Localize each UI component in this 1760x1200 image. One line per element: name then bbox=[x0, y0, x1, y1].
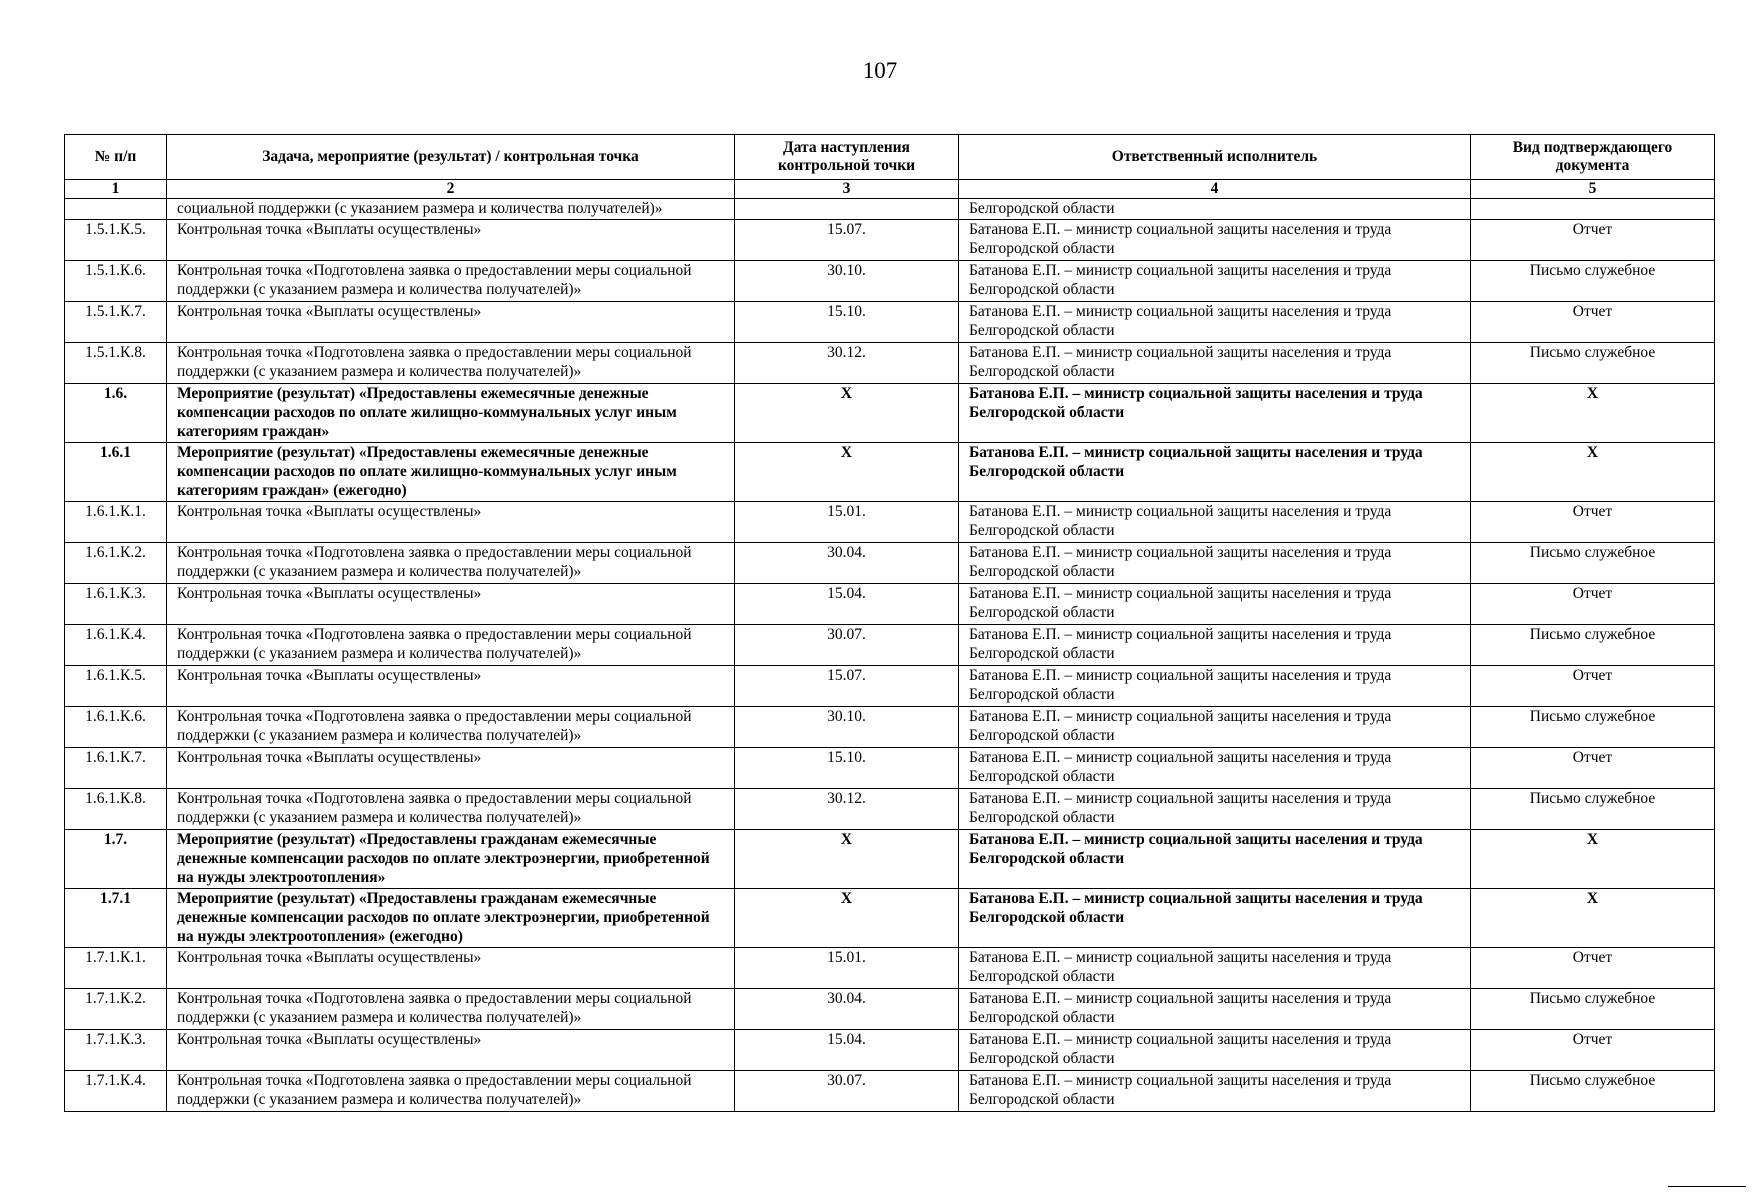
table-row bbox=[65, 830, 1715, 889]
row-executor: Батанова Е.П. – министр социальной защиты населения и труда Белгородской области bbox=[959, 220, 1471, 261]
table-row bbox=[65, 789, 1715, 830]
row-date: 30.04. bbox=[735, 543, 959, 584]
table-row bbox=[65, 584, 1715, 625]
header-task: Задача, мероприятие (результат) / контрольная точка bbox=[167, 135, 735, 180]
header-document: Вид подтверждающего документа bbox=[1471, 135, 1715, 180]
row-number: 1.5.1.К.6. bbox=[65, 261, 167, 302]
row-task: Контрольная точка «Подготовлена заявка о предоставлении меры социальной поддержки (с указанием размера и количества получателей)» bbox=[167, 543, 735, 584]
row-date: 15.10. bbox=[735, 748, 959, 789]
row-executor: Батанова Е.П. – министр социальной защиты населения и труда Белгородской области bbox=[959, 666, 1471, 707]
column-number: 4 bbox=[959, 180, 1471, 199]
row-number: 1.6.1 bbox=[65, 443, 167, 502]
table-row bbox=[65, 707, 1715, 748]
row-number: 1.5.1.К.7. bbox=[65, 302, 167, 343]
row-task: Контрольная точка «Подготовлена заявка о предоставлении меры социальной поддержки (с указанием размера и количества получателей)» bbox=[167, 707, 735, 748]
row-executor: Батанова Е.П. – министр социальной защиты населения и труда Белгородской области bbox=[959, 948, 1471, 989]
row-executor: Батанова Е.П. – министр социальной защиты населения и труда Белгородской области bbox=[959, 789, 1471, 830]
row-document: Отчет bbox=[1471, 1030, 1715, 1071]
row-document: Отчет bbox=[1471, 948, 1715, 989]
table-row bbox=[65, 889, 1715, 948]
page-number: 107 bbox=[862, 58, 898, 83]
row-task: Мероприятие (результат) «Предоставлены ежемесячные денежные компенсации расходов по оплате жилищно-коммунальных услуг иным категориям граждан» (ежегодно) bbox=[167, 443, 735, 502]
table-row bbox=[65, 989, 1715, 1030]
row-number: 1.6.1.К.7. bbox=[65, 748, 167, 789]
row-number: 1.6.1.К.3. bbox=[65, 584, 167, 625]
table-row bbox=[65, 220, 1715, 261]
row-task: Контрольная точка «Подготовлена заявка о предоставлении меры социальной поддержки (с указанием размера и количества получателей)» bbox=[167, 989, 735, 1030]
row-date: 15.01. bbox=[735, 502, 959, 543]
row-date: 15.04. bbox=[735, 1030, 959, 1071]
row-task: Мероприятие (результат) «Предоставлены гражданам ежемесячные денежные компенсации расходов по оплате электроэнергии, приобретенной на нужды электроотопления» bbox=[167, 830, 735, 889]
table-row bbox=[65, 384, 1715, 443]
row-executor: Батанова Е.П. – министр социальной защиты населения и труда Белгородской области bbox=[959, 1071, 1471, 1112]
row-executor: Батанова Е.П. – министр социальной защиты населения и труда Белгородской области bbox=[959, 543, 1471, 584]
row-number: 1.5.1.К.8. bbox=[65, 343, 167, 384]
row-document bbox=[1471, 199, 1715, 220]
row-document: Отчет bbox=[1471, 666, 1715, 707]
row-task: Контрольная точка «Выплаты осуществлены» bbox=[167, 584, 735, 625]
row-task: Контрольная точка «Подготовлена заявка о предоставлении меры социальной поддержки (с указанием размера и количества получателей)» bbox=[167, 343, 735, 384]
row-executor: Батанова Е.П. – министр социальной защиты населения и труда Белгородской области bbox=[959, 830, 1471, 889]
row-executor: Батанова Е.П. – министр социальной защиты населения и труда Белгородской области bbox=[959, 989, 1471, 1030]
row-date: 15.10. bbox=[735, 302, 959, 343]
column-number: 5 bbox=[1471, 180, 1715, 199]
row-date bbox=[735, 199, 959, 220]
row-document: Письмо служебное bbox=[1471, 707, 1715, 748]
row-number: 1.7.1 bbox=[65, 889, 167, 948]
table-row bbox=[65, 543, 1715, 584]
header-row bbox=[65, 135, 1715, 180]
row-date: X bbox=[735, 830, 959, 889]
row-document: Отчет bbox=[1471, 748, 1715, 789]
row-date: 30.07. bbox=[735, 1071, 959, 1112]
row-task: Мероприятие (результат) «Предоставлены гражданам ежемесячные денежные компенсации расходов по оплате электроэнергии, приобретенной на нужды электроотопления» (ежегодно) bbox=[167, 889, 735, 948]
row-date: 15.07. bbox=[735, 220, 959, 261]
row-executor: Батанова Е.П. – министр социальной защиты населения и труда Белгородской области bbox=[959, 384, 1471, 443]
row-executor: Батанова Е.П. – министр социальной защиты населения и труда Белгородской области bbox=[959, 748, 1471, 789]
row-task: Контрольная точка «Выплаты осуществлены» bbox=[167, 502, 735, 543]
row-document: Письмо служебное bbox=[1471, 789, 1715, 830]
row-date: 30.07. bbox=[735, 625, 959, 666]
row-document: Отчет bbox=[1471, 502, 1715, 543]
row-document: Письмо служебное bbox=[1471, 261, 1715, 302]
row-task: Контрольная точка «Подготовлена заявка о предоставлении меры социальной поддержки (с указанием размера и количества получателей)» bbox=[167, 625, 735, 666]
row-task: Контрольная точка «Выплаты осуществлены» bbox=[167, 948, 735, 989]
row-executor: Батанова Е.П. – министр социальной защиты населения и труда Белгородской области bbox=[959, 343, 1471, 384]
table-row bbox=[65, 343, 1715, 384]
table-row bbox=[65, 443, 1715, 502]
row-document: Письмо служебное bbox=[1471, 543, 1715, 584]
row-date: 15.01. bbox=[735, 948, 959, 989]
header-executor: Ответственный исполнитель bbox=[959, 135, 1471, 180]
row-date: 30.12. bbox=[735, 789, 959, 830]
column-number: 1 bbox=[65, 180, 167, 199]
table-header bbox=[65, 135, 1715, 199]
row-executor: Батанова Е.П. – министр социальной защиты населения и труда Белгородской области bbox=[959, 707, 1471, 748]
row-number: 1.5.1.К.5. bbox=[65, 220, 167, 261]
table-row bbox=[65, 302, 1715, 343]
row-date: 30.12. bbox=[735, 343, 959, 384]
table-row bbox=[65, 1071, 1715, 1112]
row-date: 30.04. bbox=[735, 989, 959, 1030]
row-task: Контрольная точка «Выплаты осуществлены» bbox=[167, 1030, 735, 1071]
row-task: Мероприятие (результат) «Предоставлены ежемесячные денежные компенсации расходов по оплате жилищно-коммунальных услуг иным категориям граждан» bbox=[167, 384, 735, 443]
row-executor: Батанова Е.П. – министр социальной защиты населения и труда Белгородской области bbox=[959, 443, 1471, 502]
row-number: 1.7.1.К.3. bbox=[65, 1030, 167, 1071]
table-row bbox=[65, 748, 1715, 789]
row-executor: Батанова Е.П. – министр социальной защиты населения и труда Белгородской области bbox=[959, 502, 1471, 543]
row-task: Контрольная точка «Выплаты осуществлены» bbox=[167, 748, 735, 789]
header-num: № п/п bbox=[65, 135, 167, 180]
table-row bbox=[65, 261, 1715, 302]
row-number: 1.6. bbox=[65, 384, 167, 443]
row-number: 1.6.1.К.1. bbox=[65, 502, 167, 543]
row-number: 1.6.1.К.6. bbox=[65, 707, 167, 748]
column-number: 2 bbox=[167, 180, 735, 199]
row-document: X bbox=[1471, 443, 1715, 502]
row-document: X bbox=[1471, 830, 1715, 889]
row-task: Контрольная точка «Подготовлена заявка о предоставлении меры социальной поддержки (с указанием размера и количества получателей)» bbox=[167, 1071, 735, 1112]
column-number: 3 bbox=[735, 180, 959, 199]
row-date: 30.10. bbox=[735, 261, 959, 302]
table-row bbox=[65, 502, 1715, 543]
row-number: 1.7.1.К.1. bbox=[65, 948, 167, 989]
row-document: X bbox=[1471, 384, 1715, 443]
control-points-table bbox=[64, 134, 1715, 1112]
row-executor: Белгородской области bbox=[959, 199, 1471, 220]
header-date: Дата наступления контрольной точки bbox=[735, 135, 959, 180]
row-task: Контрольная точка «Выплаты осуществлены» bbox=[167, 302, 735, 343]
row-executor: Батанова Е.П. – министр социальной защиты населения и труда Белгородской области bbox=[959, 584, 1471, 625]
row-document: Письмо служебное bbox=[1471, 989, 1715, 1030]
row-number bbox=[65, 199, 167, 220]
table-row bbox=[65, 948, 1715, 989]
row-task: Контрольная точка «Подготовлена заявка о предоставлении меры социальной поддержки (с указанием размера и количества получателей)» bbox=[167, 261, 735, 302]
row-document: Отчет bbox=[1471, 220, 1715, 261]
row-number: 1.7. bbox=[65, 830, 167, 889]
row-number: 1.6.1.К.5. bbox=[65, 666, 167, 707]
column-number-row bbox=[65, 180, 1715, 199]
row-executor: Батанова Е.П. – министр социальной защиты населения и труда Белгородской области bbox=[959, 302, 1471, 343]
row-date: 30.10. bbox=[735, 707, 959, 748]
table-row bbox=[65, 199, 1715, 220]
row-number: 1.6.1.К.4. bbox=[65, 625, 167, 666]
row-date: 15.04. bbox=[735, 584, 959, 625]
row-date: X bbox=[735, 443, 959, 502]
row-document: Письмо служебное bbox=[1471, 625, 1715, 666]
table-row bbox=[65, 666, 1715, 707]
row-number: 1.7.1.К.4. bbox=[65, 1071, 167, 1112]
row-executor: Батанова Е.П. – министр социальной защиты населения и труда Белгородской области bbox=[959, 889, 1471, 948]
row-number: 1.7.1.К.2. bbox=[65, 989, 167, 1030]
row-number: 1.6.1.К.2. bbox=[65, 543, 167, 584]
table-row bbox=[65, 625, 1715, 666]
row-executor: Батанова Е.П. – министр социальной защиты населения и труда Белгородской области bbox=[959, 261, 1471, 302]
row-date: X bbox=[735, 384, 959, 443]
row-document: Письмо служебное bbox=[1471, 343, 1715, 384]
row-task: социальной поддержки (с указанием размера и количества получателей)» bbox=[167, 199, 735, 220]
row-executor: Батанова Е.П. – министр социальной защиты населения и труда Белгородской области bbox=[959, 1030, 1471, 1071]
row-task: Контрольная точка «Выплаты осуществлены» bbox=[167, 666, 735, 707]
row-document: Письмо служебное bbox=[1471, 1071, 1715, 1112]
row-number: 1.6.1.К.8. bbox=[65, 789, 167, 830]
row-task: Контрольная точка «Подготовлена заявка о предоставлении меры социальной поддержки (с указанием размера и количества получателей)» bbox=[167, 789, 735, 830]
row-date: 15.07. bbox=[735, 666, 959, 707]
row-document: X bbox=[1471, 889, 1715, 948]
row-document: Отчет bbox=[1471, 584, 1715, 625]
footer-rule bbox=[1668, 1186, 1746, 1187]
row-task: Контрольная точка «Выплаты осуществлены» bbox=[167, 220, 735, 261]
row-document: Отчет bbox=[1471, 302, 1715, 343]
table-body bbox=[65, 199, 1715, 1112]
row-date: X bbox=[735, 889, 959, 948]
table-row bbox=[65, 1030, 1715, 1071]
row-executor: Батанова Е.П. – министр социальной защиты населения и труда Белгородской области bbox=[959, 625, 1471, 666]
